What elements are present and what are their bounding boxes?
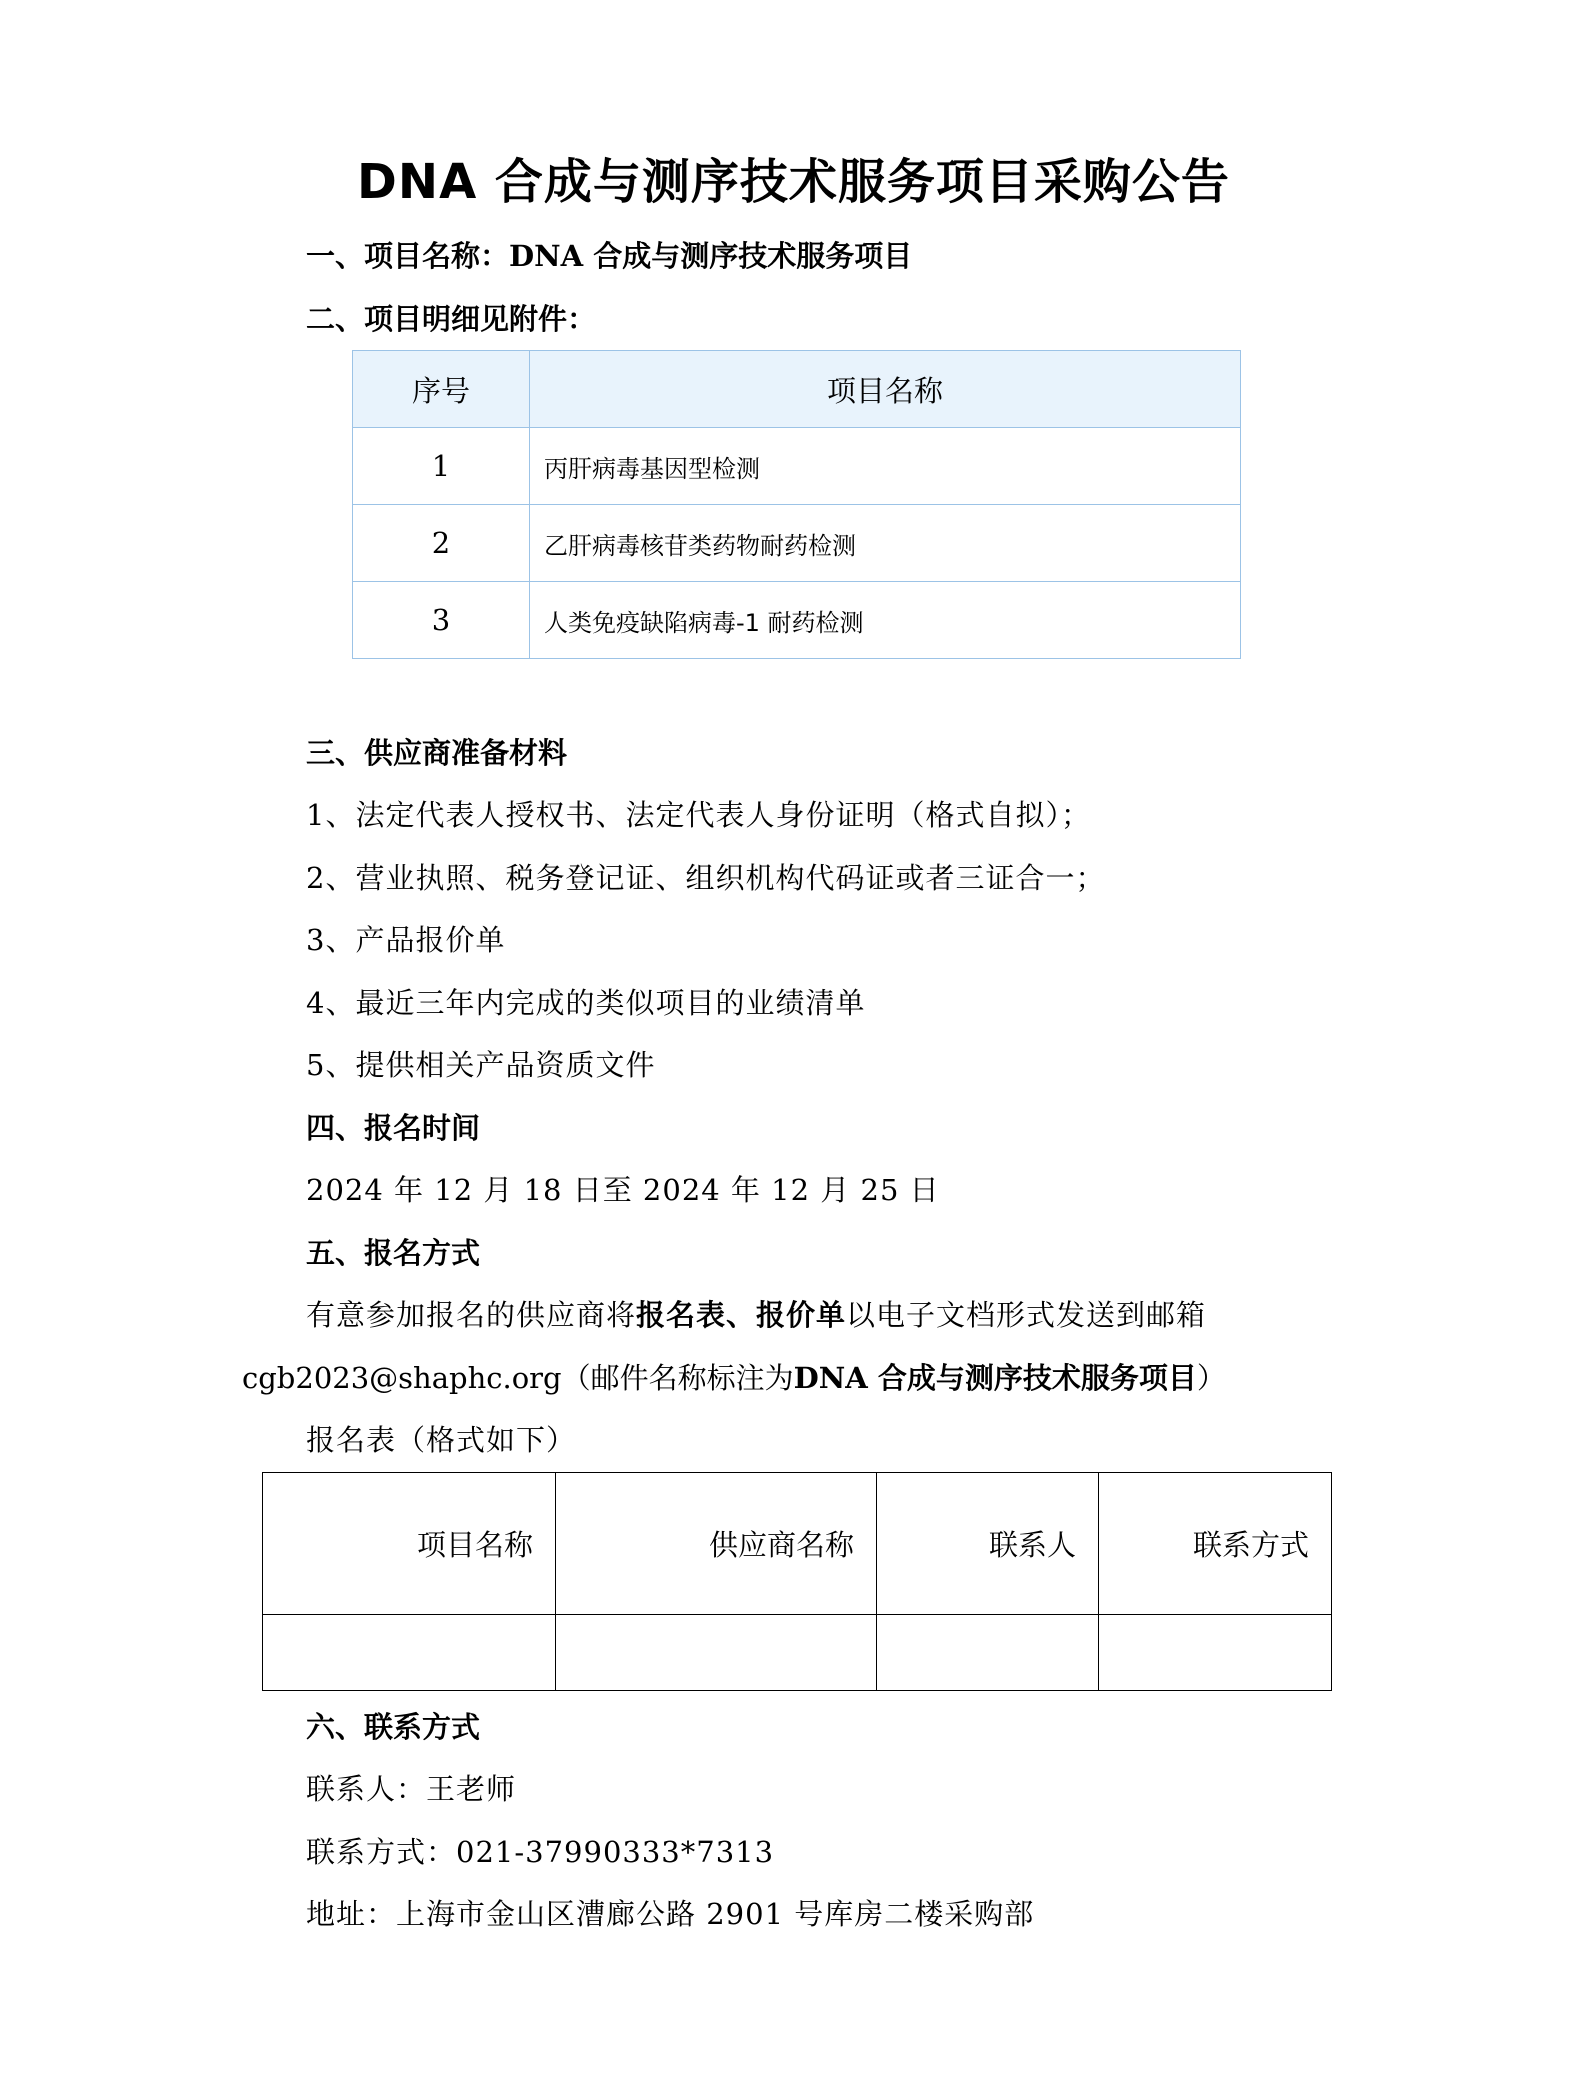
table-row	[353, 582, 1241, 659]
form-header-project: 项目名称	[263, 1473, 556, 1615]
section-4-heading: 四、报名时间	[306, 1111, 481, 1145]
section-6-heading: 六、联系方式	[306, 1710, 481, 1744]
section-5-heading: 五、报名方式	[306, 1236, 481, 1270]
form-caption: 报名表（格式如下）	[306, 1423, 577, 1457]
form-cell	[877, 1615, 1099, 1691]
instructions-emphasis: 报名表、报价单	[636, 1298, 847, 1332]
list-item: 1、法定代表人授权书、法定代表人身份证明（格式自拟）；	[306, 798, 1091, 832]
section-3-heading: 三、供应商准备材料	[306, 736, 568, 770]
email-line-end: ）	[1196, 1361, 1226, 1395]
items-table-header-index: 序号	[353, 351, 530, 428]
section-1-heading	[306, 236, 912, 276]
email-subject: DNA 合成与测序技术服务项目	[793, 1361, 1197, 1395]
items-table-header-row	[353, 351, 1241, 428]
instructions-text: 以电子文档形式发送到邮箱	[846, 1298, 1207, 1332]
list-item: 3、产品报价单	[306, 923, 506, 957]
section-1-label: 一、项目名称：	[306, 239, 510, 273]
registration-instructions	[306, 1295, 1206, 1335]
form-cell	[263, 1615, 556, 1691]
items-table-name: 乙肝病毒核苷类药物耐药检测	[530, 505, 1241, 582]
contact-person: 联系人：王老师	[306, 1772, 517, 1806]
table-row	[353, 428, 1241, 505]
project-name-value: DNA 合成与测序技术服务项目	[509, 239, 913, 273]
items-table-index: 2	[353, 505, 530, 582]
page-title: DNA 合成与测序技术服务项目采购公告	[357, 154, 1230, 210]
list-item: 4、最近三年内完成的类似项目的业绩清单	[306, 986, 866, 1020]
form-table-header-row	[263, 1473, 1332, 1615]
table-row	[353, 505, 1241, 582]
form-cell	[1099, 1615, 1332, 1691]
items-table-index: 3	[353, 582, 530, 659]
email-line	[242, 1358, 1226, 1398]
items-table	[352, 350, 1241, 659]
table-row	[263, 1615, 1332, 1691]
contact-address: 地址：上海市金山区漕廊公路 2901 号库房二楼采购部	[306, 1897, 1035, 1931]
items-table-name: 丙肝病毒基因型检测	[530, 428, 1241, 505]
instructions-text: 有意参加报名的供应商将	[306, 1298, 637, 1332]
registration-period: 2024 年 12 月 18 日至 2024 年 12 月 25 日	[306, 1173, 940, 1207]
form-header-method: 联系方式	[1099, 1473, 1332, 1615]
items-table-name: 人类免疫缺陷病毒-1 耐药检测	[530, 582, 1241, 659]
list-item: 2、营业执照、税务登记证、组织机构代码证或者三证合一；	[306, 861, 1106, 895]
email-address: cgb2023@shaphc.org（邮件名称标注为	[242, 1361, 794, 1395]
form-header-supplier: 供应商名称	[556, 1473, 877, 1615]
form-header-contact: 联系人	[877, 1473, 1099, 1615]
items-table-header-name: 项目名称	[530, 351, 1241, 428]
registration-form-table	[262, 1472, 1332, 1691]
section-2-heading: 二、项目明细见附件：	[306, 302, 597, 336]
items-table-index: 1	[353, 428, 530, 505]
contact-phone: 联系方式：021-37990333*7313	[306, 1835, 775, 1869]
form-cell	[556, 1615, 877, 1691]
list-item: 5、提供相关产品资质文件	[306, 1048, 656, 1082]
